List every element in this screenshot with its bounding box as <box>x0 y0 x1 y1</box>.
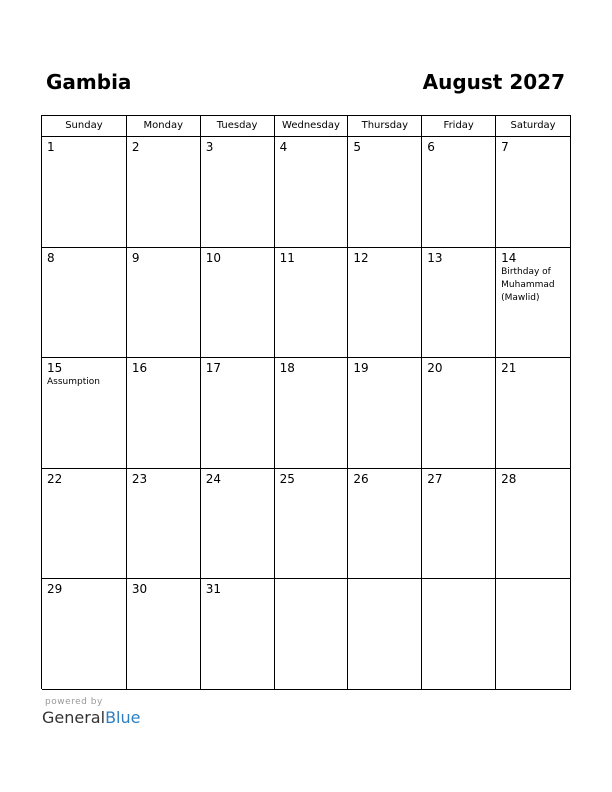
weekday-header-row <box>42 116 571 137</box>
day-number: 20 <box>427 361 443 375</box>
powered-by-text: powered by <box>45 697 103 707</box>
weekday-wednesday: Wednesday <box>275 116 349 137</box>
day-number: 8 <box>47 250 55 265</box>
day-number: 9 <box>131 250 140 265</box>
day-cell <box>127 137 201 248</box>
calendar-grid <box>41 115 571 689</box>
day-cell <box>348 358 422 469</box>
day-cell <box>42 358 127 469</box>
day-cell <box>422 248 496 359</box>
day-cell <box>201 358 275 469</box>
day-cell <box>42 579 127 690</box>
day-number: 31 <box>205 582 221 596</box>
week-row <box>42 579 571 690</box>
day-number: 25 <box>279 471 295 486</box>
day-number: 14 <box>501 250 517 265</box>
day-number: 27 <box>427 471 443 486</box>
weekday-friday: Friday <box>422 116 496 137</box>
day-number: 18 <box>279 361 295 375</box>
day-cell <box>42 469 127 580</box>
day-number: 4 <box>279 140 288 154</box>
week-row <box>42 248 571 359</box>
day-number: 28 <box>501 471 517 486</box>
day-number: 3 <box>205 140 214 154</box>
weekday-saturday: Saturday <box>496 116 571 137</box>
week-row <box>42 358 571 469</box>
day-cell <box>422 358 496 469</box>
holiday-label: Birthday of Muhammad (Mawlid) <box>501 266 555 303</box>
day-number: 26 <box>353 471 369 486</box>
day-cell <box>127 248 201 359</box>
day-cell <box>496 137 571 248</box>
day-cell <box>496 469 571 580</box>
generalblue-logo[interactable] <box>42 708 140 727</box>
holiday-label: Assumption <box>47 377 100 387</box>
day-number: 22 <box>47 471 63 486</box>
day-number: 11 <box>279 250 295 265</box>
day-number: 5 <box>353 140 362 154</box>
day-number: 7 <box>501 140 509 154</box>
day-cell <box>275 137 349 248</box>
day-cell <box>348 579 422 690</box>
week-row <box>42 137 571 248</box>
day-cell <box>496 248 571 359</box>
day-number: 13 <box>427 250 443 265</box>
day-cell <box>201 579 275 690</box>
day-cell <box>348 469 422 580</box>
day-number: 17 <box>205 361 221 375</box>
day-cell <box>422 469 496 580</box>
brand-blue-text: Blue <box>105 708 141 727</box>
weekday-sunday: Sunday <box>42 116 127 137</box>
day-cell <box>127 469 201 580</box>
day-number: 30 <box>131 582 148 596</box>
month-year-title: August 2027 <box>422 70 565 94</box>
day-number: 23 <box>131 471 148 486</box>
day-number: 6 <box>427 140 435 154</box>
day-cell <box>496 579 571 690</box>
day-number: 2 <box>131 140 140 154</box>
day-cell <box>275 469 349 580</box>
day-number: 12 <box>353 250 369 265</box>
day-cell <box>201 137 275 248</box>
weekday-tuesday: Tuesday <box>201 116 275 137</box>
day-number: 10 <box>205 250 221 265</box>
day-cell <box>348 137 422 248</box>
day-cell <box>275 579 349 690</box>
day-cell <box>275 358 349 469</box>
day-number: 19 <box>353 361 369 375</box>
day-number: 29 <box>47 582 63 596</box>
day-cell <box>275 248 349 359</box>
country-title: Gambia <box>46 70 132 94</box>
day-cell <box>348 248 422 359</box>
day-cell <box>422 579 496 690</box>
day-number: 21 <box>501 361 517 375</box>
weekday-thursday: Thursday <box>348 116 422 137</box>
day-cell <box>201 469 275 580</box>
day-cell <box>422 137 496 248</box>
day-number: 1 <box>47 140 55 154</box>
day-cell <box>496 358 571 469</box>
day-number: 16 <box>131 361 148 375</box>
day-cell <box>42 137 127 248</box>
day-cell <box>201 248 275 359</box>
day-cell <box>127 579 201 690</box>
day-cell <box>127 358 201 469</box>
brand-general-text: General <box>42 708 106 727</box>
day-number: 15 <box>47 361 63 375</box>
day-cell <box>42 248 127 359</box>
weekday-monday: Monday <box>127 116 201 137</box>
day-number: 24 <box>205 471 221 486</box>
week-row <box>42 469 571 580</box>
